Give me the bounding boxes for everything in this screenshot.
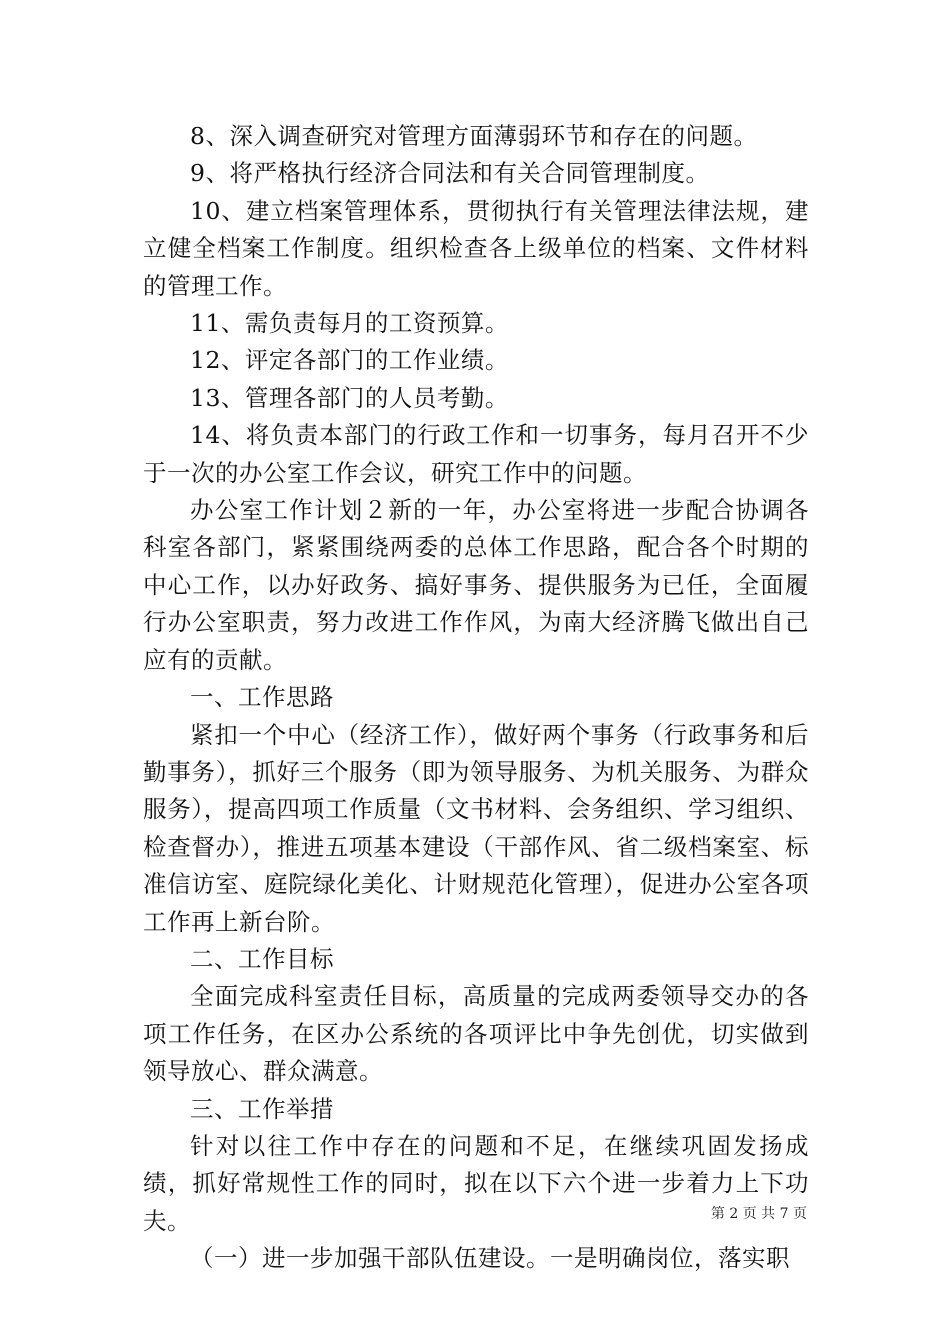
paragraph-item-13: 13、管理各部门的人员考勤。 xyxy=(190,383,509,412)
section-heading-3: 三、工作举措 xyxy=(190,1094,334,1123)
paragraph-item-14: 14、将负责本部门的行政工作和一切事务，每月召开不少于一次的办公室工作会议，研究工作中的问题。 xyxy=(143,421,809,487)
paragraph-plan-intro: 办公室工作计划２新的一年，办公室将进一步配合协调各科室各部门，紧紧围绕两委的总体工作思路，配合各个时期的中心工作，以办好政务、搞好事务、提供服务为已任，全面履行办公室职责，努力改进工作作风，为南大经济腾飞做出自己应有的贡献。 xyxy=(143,496,809,674)
paragraph-item-8: 8、深入调查研究对管理方面薄弱环节和存在的问题。 xyxy=(190,122,758,150)
paragraph-item-11: 11、需负责每月的工资预算。 xyxy=(190,309,509,338)
paragraph-work-goals: 全面完成科室责任目标，高质量的完成两委领导交办的各项工作任务，在区办公系统的各项评比中争先创优，切实做到领导放心、群众满意。 xyxy=(143,982,809,1086)
paragraph-item-9: 9、将严格执行经济合同法和有关合同管理制度。 xyxy=(190,159,710,188)
paragraph-item-12: 12、评定各部门的工作业绩。 xyxy=(190,346,509,375)
paragraph-work-approach: 紧扣一个中心（经济工作），做好两个事务（行政事务和后勤事务），抓好三个服务（即为领导服务、为机关服务、为群众服务），提高四项工作质量（文书材料、会务组织、学习组织、检查督办），推进五项基本建设（干部作风、省二级档案室、标准信访室、庭院绿化美化、计财规范化管理），促进办公室各项工作再上新台阶。 xyxy=(143,720,809,936)
paragraph-work-measures: 针对以往工作中存在的问题和不足，在继续巩固发扬成绩，抓好常规性工作的同时，拟在以下六个进一步着力上下功夫。 xyxy=(143,1131,809,1235)
page-number: 第 2 页 共 7 页 xyxy=(710,1206,807,1222)
paragraph-measure-1: （一）进一步加强干部队伍建设。一是明确岗位，落实职 xyxy=(190,1244,790,1273)
section-heading-2: 二、工作目标 xyxy=(190,944,334,973)
paragraph-item-10: 10、建立档案管理体系，贯彻执行有关管理法律法规，建立健全档案工作制度。组织检查各上级单位的档案、文件材料的管理工作。 xyxy=(143,196,809,300)
section-heading-1: 一、工作思路 xyxy=(190,683,334,712)
document-body xyxy=(143,118,809,1278)
